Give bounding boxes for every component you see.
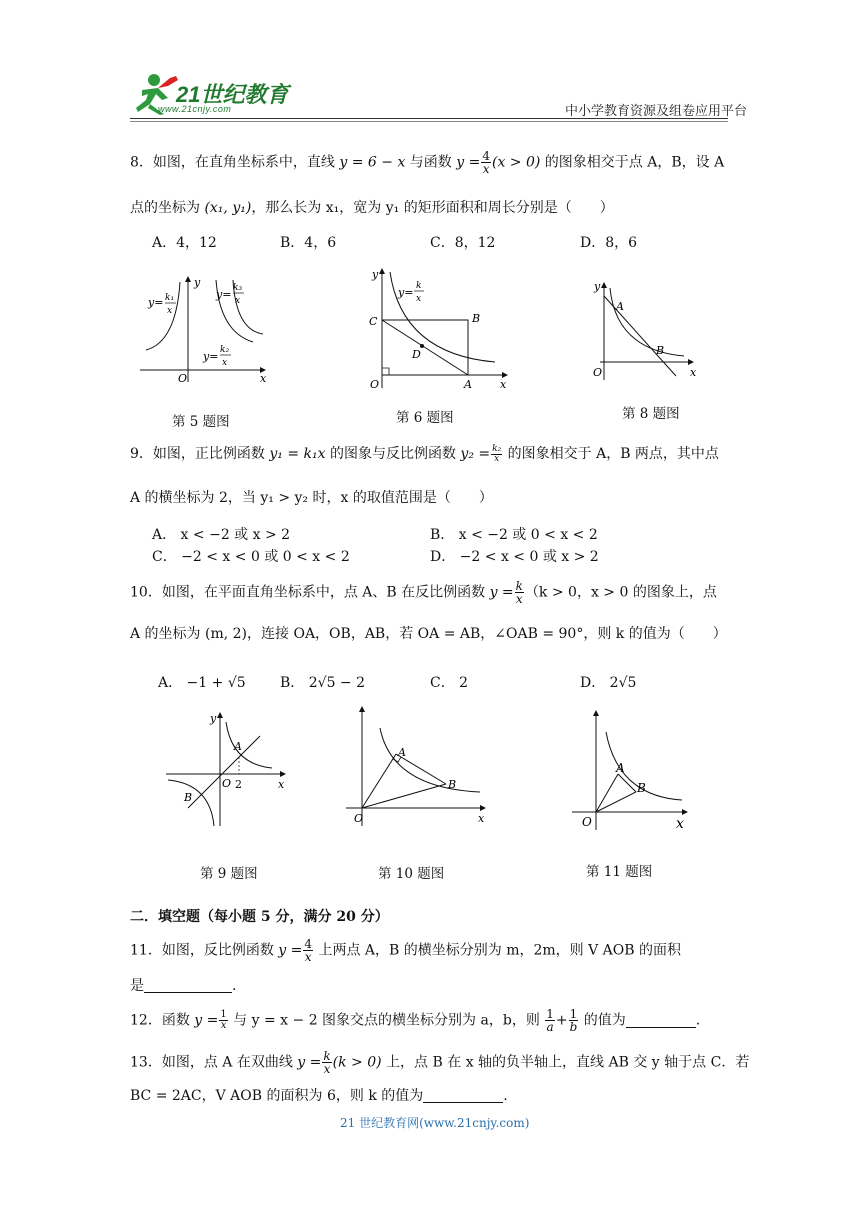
svg-text:B: B [472,312,481,325]
q10-option-a[interactable]: A． −1 + √5 [158,675,246,691]
q9-option-c[interactable]: C． −2 < x < 0 或 0 < x < 2 [152,549,350,565]
q8-line2: 点的坐标为 (x₁, y₁)，那么长为 x₁，宽为 y₁ 的矩形面积和周长分别是（ ） [130,200,614,216]
header-rule [130,118,728,119]
svg-text:x: x [416,294,422,304]
svg-text:O: O [593,366,603,379]
svg-text:y: y [210,712,217,725]
q10-option-c[interactable]: C． 2 [430,675,469,691]
figure-10 [340,702,490,830]
q11-fraction: $\frac{4}{x}$ [304,937,312,964]
f5-origin-label: O [178,372,188,385]
q10-line2: A 的坐标为 (m, 2)，连接 OA，OB，AB，若 OA = AB，∠OAB = 90°，则 k 的值为（ ） [130,626,727,642]
q8-option-d[interactable]: D．8，6 [580,235,638,251]
caption-fig9: 第 9 题图 [200,866,258,882]
svg-text:B: B [656,344,665,357]
svg-text:B: B [184,791,193,804]
figure-9 [160,708,290,830]
svg-text:A: A [398,746,406,759]
svg-text:x: x [478,812,485,825]
svg-text:x: x [222,358,228,368]
q10-fraction: $\frac{k}{x}$ [515,579,523,606]
footer-text[interactable]: 21 世纪教育网(www.21cnjy.com) [340,1116,530,1130]
svg-text:y=: y= [398,286,414,299]
q13-line2: BC = 2AC，V AOB 的面积为 6，则 k 的值为 . [130,1088,508,1104]
svg-text:O: O [222,777,232,790]
caption-fig6: 第 6 题图 [396,410,454,426]
figure-11 [566,706,696,832]
svg-text:k₂: k₂ [220,345,230,355]
q12-line: 12．函数 y = $\frac{1}{x}$ 与 y = x − 2 图象交点的横坐标分别为 a，b，则 $\frac{1}{a}$ + $\frac{1}{b}$ 的值为 . [130,1007,701,1034]
svg-text:A: A [234,740,242,753]
svg-text:A: A [616,761,625,775]
q10-option-d[interactable]: D． 2√5 [580,675,637,691]
q11-answer-blank[interactable] [144,978,232,993]
svg-text:k: k [416,281,422,291]
q10-line1: 10．如图，在平面直角坐标系中，点 A、B 在反比例函数 y = $\frac{k}{x}$ （k > 0，x > 0 的图象上，点 [130,579,717,606]
svg-text:x: x [167,306,173,316]
svg-text:O: O [582,815,592,829]
q9-option-d[interactable]: D． −2 < x < 0 或 x > 2 [430,549,599,565]
q9-line1: 9．如图，正比例函数 y₁ = k₁x 的图象与反比例函数 y₂ = $\frac{\text{k₂}}{x}$ 的图象相交于 A，B 两点，其中点 [130,443,719,464]
svg-text:B: B [448,778,457,791]
svg-text:x: x [690,366,697,379]
svg-text:y=: y= [203,350,219,363]
svg-text:y=: y= [148,296,164,309]
svg-text:D: D [412,348,421,361]
header-rule-thin [130,121,728,122]
f5-y-label: y [194,276,201,289]
caption-fig5: 第 5 题图 [172,414,230,430]
figure-8 [588,276,698,386]
f5-x-label: x [260,372,267,385]
q12-answer-blank[interactable] [626,1013,696,1028]
q8-line1: 8．如图，在直角坐标系中，直线 y = 6 − x 与函数 y = $\frac{4}{x}$ (x > 0) 的图象相交于点 A，B，设 A [130,149,725,176]
logo [128,70,298,116]
svg-text:O: O [370,378,380,391]
q13-answer-blank[interactable] [423,1088,503,1103]
logo-url: www.21cnjy.com [158,104,232,114]
svg-text:2: 2 [235,778,242,791]
q9-fraction: $\frac{\text{k₂}}{x}$ [492,443,502,464]
svg-text:x: x [676,816,684,832]
q11-line2: 是 . [130,978,237,994]
q9-option-b[interactable]: B． x < −2 或 0 < x < 2 [430,527,598,543]
svg-text:x: x [278,778,285,791]
svg-text:A: A [464,378,472,391]
svg-text:y: y [372,268,379,281]
svg-text:O: O [354,812,364,825]
q11-line1: 11．如图，反比例函数 y = $\frac{4}{x}$ 上两点 A，B 的横坐标分别为 m，2m，则 V AOB 的面积 [130,937,681,964]
section-2-title: 二．填空题（每小题 5 分，满分 20 分） [130,909,389,925]
q8-option-a[interactable]: A．4，12 [152,235,217,251]
caption-fig11: 第 11 题图 [586,864,653,880]
q8-option-b[interactable]: B．4，6 [280,235,337,251]
q9-option-a[interactable]: A． x < −2 或 x > 2 [152,527,291,543]
figure-5 [138,272,268,387]
q10-option-b[interactable]: B． 2√5 − 2 [280,675,366,691]
logo-text: 21世纪教育 [176,82,289,107]
header-right-text: 中小学教育资源及组卷应用平台 [565,103,748,118]
svg-text:B: B [637,781,646,795]
svg-text:x: x [235,296,241,306]
q8-fraction: $\frac{4}{x}$ [482,149,490,176]
q9-line2: A 的横坐标为 2，当 y₁ > y₂ 时，x 的取值范围是（ ） [130,490,493,506]
svg-text:y=: y= [216,288,232,301]
svg-text:k₁: k₁ [165,293,175,303]
figure-6 [360,264,510,392]
svg-text:k₃: k₃ [233,283,243,293]
caption-fig10: 第 10 题图 [378,866,445,882]
svg-text:x: x [500,378,507,391]
svg-text:y: y [594,280,601,293]
caption-fig8: 第 8 题图 [622,406,680,422]
svg-text:A: A [616,300,624,313]
q8-option-c[interactable]: C．8，12 [430,235,496,251]
svg-text:C: C [369,315,378,328]
q13-line1: 13．如图，点 A 在双曲线 y = $\frac{k}{x}$ (k > 0) 上，点 B 在 x 轴的负半轴上，直线 AB 交 y 轴于点 C．若 [130,1049,750,1076]
